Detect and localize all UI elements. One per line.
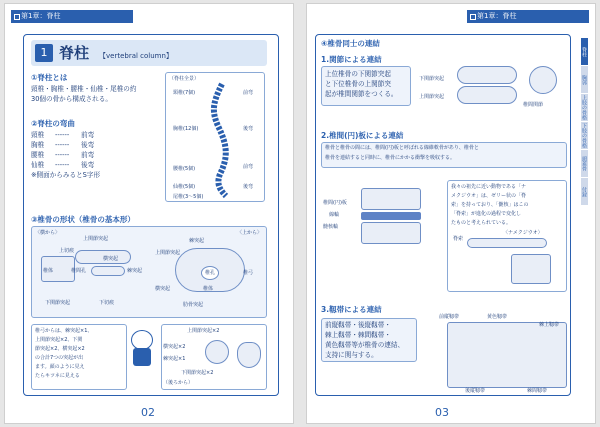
s4-3-title: 3.靱帯による連結 (321, 305, 382, 314)
label-back: 後弯 (243, 126, 254, 132)
ligament-illustration (447, 322, 567, 388)
ring-label: 線輪 (329, 212, 340, 218)
tab-thorax[interactable]: 胸郭 (581, 66, 588, 94)
hint-line-3: 索」を持っており、「髄核」はこの (451, 202, 529, 208)
tab-lower-limb[interactable]: 下肢の骨格 (581, 123, 587, 148)
label-lumbar: 腰椎(5個) (173, 166, 196, 172)
right-page (306, 3, 596, 424)
label-front: 前弯 (243, 90, 254, 96)
curve-dash-1: ------ (55, 131, 70, 139)
side-view-label: 〈横から〉 (35, 230, 61, 236)
vl-body2: 椎体 (203, 286, 214, 292)
vl-body: 椎体 (43, 268, 54, 274)
lig-ant: 前縦靱帯 (439, 314, 460, 320)
label-front2: 前弯 (243, 164, 254, 170)
notochord-label: 脊索 (453, 236, 464, 242)
curve-name-1: 頸椎 (31, 131, 45, 139)
curve-val-3: 前弯 (81, 151, 95, 159)
note-line-6: たらキツネに見える (35, 373, 80, 379)
tab-appendix[interactable]: 付録 (581, 178, 588, 206)
mascot-illustration (129, 330, 155, 370)
label-sacrum: 仙椎(5個) (173, 184, 196, 190)
s4-2-line-2: 椎骨を連結すると同時に、椎骨にかかる衝撃を吸収する。 (325, 155, 456, 161)
label-sup-art: 上関節突起 (419, 94, 445, 100)
page-title: 脊柱 (59, 44, 90, 62)
curve-val-4: 後弯 (81, 161, 95, 169)
section-1-title: ①脊柱とは (31, 73, 68, 82)
s4-2-title: 2.椎間(円)板による連結 (321, 131, 404, 140)
nucleus-label: 髄核輪 (323, 224, 339, 230)
note-line-2: 上関節突起×2、下関 (35, 337, 83, 343)
label-inf-art: 下関節突起 (419, 76, 445, 82)
chapter-tabs (581, 38, 595, 206)
vl-sup-articular: 上関節突起 (83, 236, 109, 242)
lancelet-illustration (467, 238, 547, 248)
hint-line-1: 我々の祖先に近い動物である「ナ (451, 184, 527, 190)
label-facet-joint: 椎間関節 (523, 102, 544, 108)
chapter-header-right: 第1章：脊柱 (467, 10, 589, 23)
vertebra-back-view (205, 340, 229, 364)
vl-transverse2: 横突起 (155, 286, 171, 292)
s4-3-line-3: 黄色靱帯等が椎骨の連結、 (325, 341, 405, 349)
curve-name-4: 仙椎 (31, 161, 45, 169)
vl-spinous: 棘突起 (127, 268, 143, 274)
chapter-header-left: 第1章：脊柱 (11, 10, 133, 23)
vl-rib-facet: 肋骨突起 (183, 302, 204, 308)
s1-line-1: 頸椎・胸椎・腰椎・仙椎・尾椎の約 (31, 85, 137, 93)
s4-1-title: 1.関節による連結 (321, 55, 382, 64)
vl-sup-notch: 上切痕 (59, 248, 75, 254)
note-line-1: 椎弓からは、棘突起×1、 (35, 328, 93, 334)
s4-3-line-1: 前縦靱帯・後縦靱帯・ (325, 321, 391, 329)
disc-lower-vertebra (361, 222, 421, 244)
vl-inf-articular: 下関節突起 (45, 300, 71, 306)
small-label-inf: 下関節突起×2 (181, 370, 214, 376)
s1-line-2: 30個の骨から構成される。 (31, 95, 112, 103)
section-2-title: ②脊柱の弯曲 (31, 119, 75, 128)
label-thoracic: 胸椎(12個) (173, 126, 199, 132)
vl-canal: 椎孔 (205, 270, 216, 276)
curve-name-2: 胸椎 (31, 141, 45, 149)
lig-inter: 棘間靱帯 (527, 388, 548, 394)
note-line-4: の合計7つの突起が出 (35, 355, 84, 361)
s4-3-line-2: 棘上靱帯・棘間靱帯・ (325, 331, 391, 339)
book-spread (4, 3, 596, 424)
hint-line-2: メクジウオ」は、ゼリー状の「脊 (451, 193, 527, 199)
spinous-side (91, 266, 125, 276)
note-line-3: 節突起×2、横突起×2 (35, 346, 85, 352)
label-coccyx: 尾椎(3～5個) (173, 194, 204, 200)
vl-foramen: 椎間孔 (71, 268, 87, 274)
disc-upper-vertebra (361, 188, 421, 210)
spine-illustration (200, 82, 240, 200)
left-page (4, 3, 294, 424)
lig-post: 後縦靱帯 (465, 388, 486, 394)
curve-val-2: 後弯 (81, 141, 95, 149)
top-view-label: 〈上から〉 (237, 230, 263, 236)
section-3-title: ③椎骨の形状（椎骨の基本形） (31, 215, 135, 224)
page-number-left: 02 (141, 406, 155, 419)
curve-dash-3: ------ (55, 151, 70, 159)
joint-upper-vertebra (457, 66, 517, 84)
curve-dash-4: ------ (55, 161, 70, 169)
s4-3-line-4: 支持に関与する。 (325, 351, 378, 359)
curve-name-3: 腰椎 (31, 151, 45, 159)
tab-skull[interactable]: 頭蓋骨 (581, 150, 588, 178)
fox-face-icon (237, 342, 261, 368)
joint-lower-vertebra (457, 86, 517, 104)
hint-line-4: 「脊索」が進化の過程で変化し (451, 211, 522, 217)
curve-dash-2: ------ (55, 141, 70, 149)
page-subtitle: 【vertebral column】 (99, 52, 173, 60)
note-line-5: ます。顔のように見え (35, 364, 85, 370)
intervertebral-disc (361, 212, 421, 220)
vl-arch: 椎弓 (243, 270, 254, 276)
label-back2: 後弯 (243, 184, 254, 190)
s4-1-line-2: と下位椎骨の上関節突 (325, 80, 391, 88)
s4-1-line-1: 上位椎骨の下関節突起 (325, 70, 391, 78)
vl-sup-art2: 上関節突起 (155, 250, 181, 256)
small-label-sup: 上関節突起×2 (187, 328, 220, 334)
small-label-spin: 棘突起×1 (163, 356, 186, 362)
disc-label: 椎間(円)板 (323, 200, 347, 206)
lig-yellow: 黄色靱帯 (487, 314, 508, 320)
vl-transverse: 横突起 (103, 256, 119, 262)
tab-upper-limb[interactable]: 上肢の骨格 (581, 95, 587, 120)
s4-1-line-3: 起が椎間関節をつくる。 (325, 90, 398, 98)
tab-spine[interactable]: 脊柱 (581, 38, 588, 66)
joint-zoom-circle (529, 66, 557, 94)
small-label-back: （後ろから） (163, 380, 194, 386)
vl-spinous2: 棘突起 (189, 238, 205, 244)
chapter-number: 1 (35, 44, 53, 62)
section-4-title: ④椎骨同士の連結 (321, 39, 380, 48)
hint-vertebra-illustration (511, 254, 551, 284)
lig-supra: 棘上靱帯 (539, 322, 560, 328)
curve-val-1: 前弯 (81, 131, 95, 139)
spine-box-label: （脊柱全景） (169, 76, 200, 82)
vl-inf-notch: 下切痕 (99, 300, 115, 306)
hint-line-5: たものと考えられている。 (451, 220, 512, 226)
page-number-right: 03 (435, 406, 449, 419)
s4-2-line-1: 椎骨と椎骨の間には、椎間(円)板と呼ばれる線維軟骨があり、椎骨と (325, 145, 479, 151)
lancelet-label: 〈ナメクジウオ〉 (503, 230, 543, 236)
small-label-trans: 横突起×2 (163, 344, 186, 350)
label-cervical: 頸椎(7個) (173, 90, 196, 96)
curve-note: ※側面からみるとS字形 (31, 171, 101, 179)
